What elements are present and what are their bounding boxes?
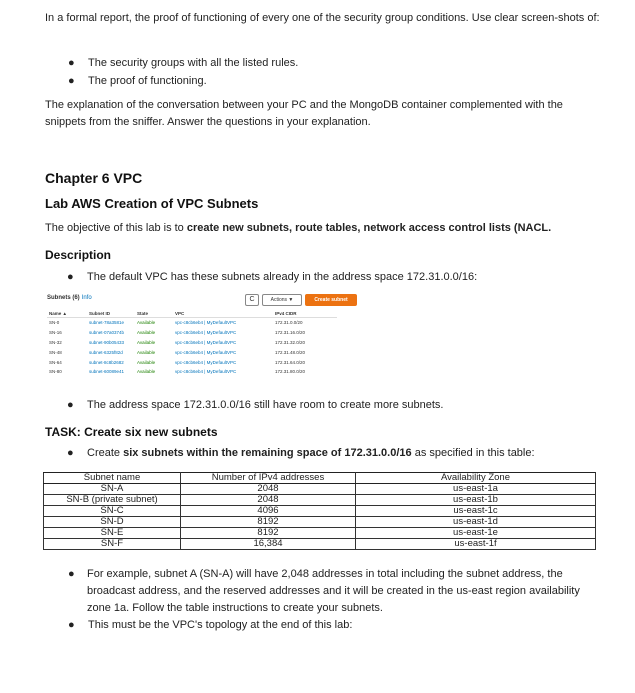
- task-heading: TASK: Create six new subnets: [45, 425, 218, 439]
- aws-table-row[interactable]: SN-48 subnet-6325f82d Available vpc-c8cb6eb4 | MyDefaultVPC 172.31.48.0/20: [47, 347, 337, 357]
- aws-table-row[interactable]: SN-16 subnet-07a0374b Available vpc-c8cb6eb4 | MyDefaultVPC 172.31.16.0/20: [47, 328, 337, 338]
- bullet-dot-icon: ●: [68, 75, 75, 87]
- status-available: Available: [137, 369, 156, 375]
- bullet-dot-icon: ●: [67, 271, 74, 283]
- create-subnet-button[interactable]: Create subnet: [305, 294, 357, 306]
- status-available: Available: [137, 359, 156, 365]
- bullet-dot-icon: ●: [68, 568, 75, 580]
- bullet-dot-icon: ●: [68, 619, 75, 631]
- subnet-table-row: SN-C 4096 us-east-1c: [44, 506, 596, 517]
- refresh-icon[interactable]: C: [245, 294, 259, 306]
- subnet-spec-table: [43, 472, 596, 550]
- document-page: In a formal report, the proof of functioning of every one of the security group conditions. Use clear screen-shots of: ● The security groups with all the listed rules. ● The proof of functioning. The explanation of the conversation between your PC and the MongoDB container complemented with the snippets from the sniffer. Answer the questions in your explanation. Chapter 6 VPC Lab AWS Creation of VPC Subnets The objective of this lab is to create new subnets, route tables, network access control lists (NACL. Description ● The default VPC has these subnets already in the address space 172.31.0.0/16: Subnets (6) Info C Actions ▼ Create subnet Name ▲ Subnet ID State VPC IPv4 CIDR SN-0 subnet-78a3581e Available vpc-c8cb6eb4 | MyDefaultVPC 172.31.0.0/20 SN-16 subnet-07a0374b Available vpc-c8cb6eb4 | MyDefaultVPC 172.31.16.0/20 SN-32 subnet-90b05433 Available vpc-c8cb6eb4 | MyDefaultVPC 172.31.32.0/20 SN-48 subnet-6325f82d Available vpc-c8cb6eb4 | MyDefaultVPC 172.31.48.0/20 SN-64 subnet-8c8b2682 Available vpc-c8cb6eb4 | MyDefaultVPC 172.31.64.0/20 SN-80 subnet-60089e41 Available vpc-c8cb6eb4 | MyDefaultVPC 172.31.80.0/20 ● The address space 172.31.0.0/16 still have room to create more subnets. TASK: Create six new subnets ● Create six subnets within the remaining space of 172.31.0.0/16 as specified in this table: Subnet name Number of IPv4 addresses Availability Zone SN-A 2048 us-east-1a SN-B (private subnet) 2048 us-east-1b SN-C 4096 us-east-1c SN-D 8192 us-east-1d SN-E 8192 us-east-1e SN-F 16,384 us-east-1f ● For example, subnet A (SN-A) will have 2,048 addresses in total including the subnet address, the broadcast address, and the reserved addresses and it will be created in the us-east region availability zone 1a. Follow the table instructions to create your subnets. ● This must be the VPC's topology at the end of this lab:: [45, 12, 600, 631]
- example-bullet: ● For example, subnet A (SN-A) will have 2,048 addresses in total including the subnet address, the broadcast address, and the reserved addresses and it will be created in the us-east region availability zone 1a. Follow the table instructions to create your subnets.: [68, 568, 580, 614]
- subnet-table-row: SN-A 2048 us-east-1a: [44, 484, 596, 495]
- aws-subnets-table: [47, 309, 337, 377]
- status-available: Available: [137, 339, 156, 345]
- aws-subnets-screenshot: [45, 294, 370, 388]
- explanation-paragraph: The explanation of the conversation between your PC and the MongoDB container complemented with the snippets from the sniffer. Answer the questions in your explanation.: [45, 99, 563, 128]
- objective-text: The objective of this lab is to create new subnets, route tables, network access control lists (NACL.: [45, 222, 552, 234]
- bullet-dot-icon: ●: [67, 399, 74, 411]
- subnets-title: Subnets (6) Info: [47, 295, 92, 301]
- subnet-table-row: SN-E 8192 us-east-1e: [44, 528, 596, 539]
- subnet-table-row: SN-D 8192 us-east-1d: [44, 517, 596, 528]
- actions-button[interactable]: Actions ▼: [262, 294, 302, 306]
- bullet-dot-icon: ●: [68, 57, 75, 69]
- chapter-title: Chapter 6 VPC: [45, 170, 143, 186]
- aws-table-row[interactable]: SN-64 subnet-8c8b2682 Available vpc-c8cb6eb4 | MyDefaultVPC 172.31.64.0/20: [47, 357, 337, 367]
- bullet-dot-icon: ●: [67, 447, 74, 459]
- aws-table-header: Name ▲ Subnet ID State VPC IPv4 CIDR: [47, 309, 337, 318]
- lab-title: Lab AWS Creation of VPC Subnets: [45, 196, 259, 211]
- subnet-table-row: SN-F 16,384 us-east-1f: [44, 539, 596, 550]
- aws-table-row[interactable]: SN-0 subnet-78a3581e Available vpc-c8cb6eb4 | MyDefaultVPC 172.31.0.0/20: [47, 318, 337, 328]
- subnet-table-header: Subnet name Number of IPv4 addresses Availability Zone: [44, 473, 596, 484]
- subnet-table-row: SN-B (private subnet) 2048 us-east-1b: [44, 495, 596, 506]
- aws-table-row[interactable]: SN-32 subnet-90b05433 Available vpc-c8cb6eb4 | MyDefaultVPC 172.31.32.0/20: [47, 338, 337, 348]
- intro-paragraph: In a formal report, the proof of functioning of every one of the security group conditions. Use clear screen-shots of:: [45, 12, 600, 24]
- aws-table-row[interactable]: SN-80 subnet-60089e41 Available vpc-c8cb6eb4 | MyDefaultVPC 172.31.80.0/20: [47, 367, 337, 377]
- status-available: Available: [137, 330, 156, 336]
- status-available: Available: [137, 320, 156, 326]
- status-available: Available: [137, 349, 156, 355]
- description-heading: Description: [45, 248, 112, 262]
